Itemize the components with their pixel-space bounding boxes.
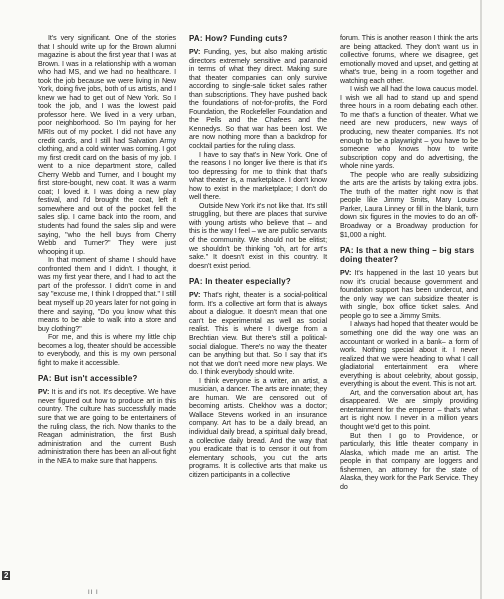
answer-text: It's happened in the last 10 years but now it's crucial because government and foundation support has been undercut, and the only way we can subsidize theater is with single, box office ticket sales. And people go to see a Jimmy Smits. [340, 269, 478, 320]
answer-text: That's right, theater is a social-political form. It's a collective art form that is always about a dialogue. It doesn't mean that one can't be experimental as well as social realist. This is where I diverge from a Brechtian view. But there's still a political-social dialogue. There's no way the theater can be anything but that. So I say that it's not that we don't need more new plays. We do. I think everybody should write. [189, 291, 327, 377]
question-heading: PA: Is that a new thing – big stars doing theater? [340, 246, 475, 265]
body-paragraph: The people who are really subsidizing the arts are the artists by taking extra jobs. The truth of the matter right now is that people like Jimmy Smits, Mary Louise Parker, Laura Linney or fill in the blank, turn down six figures in the movies to do an off-Broadway or a Broadway production for $1,000 a night. [340, 170, 478, 239]
column-3 [340, 34, 478, 491]
page-number: 2 [4, 571, 9, 580]
answer-text: It is and it's not. It's deceptive. We have never figured out how to produce art in this country. The culture has successfully made sure that we are going to be entertainers of the ruling class, the rich. Now thanks to the Reagan administration, the first Bush administration and the current Bush administration there has been an all-out fight in the NEA to make sure that happens. [38, 388, 177, 465]
body-paragraph: I always had hoped that theater would be something one did the way one was an accountant or worked in a bank– a form of work. Nothing special about it. I never realized that we were heading to what I call gladiatorial entertainment era where everything is about celebrity, about gossip, everything is about the event. This is not art. [340, 320, 478, 389]
body-paragraph: Outside New York it's not like that. It's still struggling, but there are places that survive with young artists who believe that – and this is the way I feel – we are public servants of the community. We should not be elitist; we shouldn't be thinking "oh, art for art's sake." It doesn't exist in this country. It doesn't exist period. [189, 201, 328, 270]
body-paragraph: In that moment of shame I should have confronted them and I didn't. I thought, it was my first year there, and I had to act the part of the professor. I didn't come in and say "excuse me, I think I dropped that." I still beat myself up 20 years later for not going in there and saying, "Do you know what this means to be able to walk into a store and buy clothing?" [38, 256, 176, 333]
answer-paragraph [189, 48, 327, 151]
article-page [38, 34, 476, 582]
body-paragraph: I have to say that's in New York. One of the reasons I no longer live there is that it's too depressing for me to think that that's what theater is, a marketplace. I don't know how to exist in the marketplace; I don't do well there. [189, 150, 327, 202]
body-paragraph: I think everyone is a writer, an artist, a musician, a dancer. The arts are innate; they are human. We are censored out of becoming artists. Chekhov was a doctor; Wallace Stevens worked in an insurance company. Art has to be a daily bread, an individual daily bread, a spiritual daily bread, a collective daily bread. And the way that you eradicate that is to censor it out from elementary schools, you cut the arts programs. It is collective arts that make us citizen participants in a collective [189, 376, 327, 479]
answer-paragraph [38, 388, 176, 465]
question-heading: PA: In theater especially? [189, 277, 291, 287]
body-paragraph: Art, and the conversation about art, has disappeared. We are simply providing entertainment for the emperor – that's what art is right now. I never in a million years thought we'd get to this point. [340, 388, 478, 431]
answer-text: Funding, yes, but also making artistic directors extremely sensitive and paranoid in terms of what they direct. Making sure that theater companies can only survive according to single-sale ticket sales rather than subscriptions. They have pushed back the foundations of not-for-profits, the Ford Foundation, the Rockefeller Foundation and the Pells and the Chafees and the Kennedys. So that war has been lost. We are now nothing more than a backdrop for cocktail parties for the ruling class. [189, 48, 328, 151]
body-paragraph: But then I go to Providence, or particularly, this little theater company in Alaska, which made me an artist. The people in that company are loggers and fishermen, an attorney for the state of Alaska, they work for the Park Service. They do [340, 431, 478, 491]
question-heading: PA: But isn't accessible? [38, 374, 138, 384]
answer-paragraph [340, 269, 478, 320]
body-paragraph: I wish we all had the Iowa caucus model. I wish we all had to stand up and spend three hours in a room debating each other. To me that's a function of theater. What we need are new producers, new ways of producing, new theater companies. It's not enough to be a playwright – you have to be someone who knows how to write subscription copy and do advertising, the whole nine yards. [340, 85, 478, 171]
question-heading: PA: How? Funding cuts? [189, 34, 288, 43]
column-1 [38, 34, 176, 465]
speaker-label: PV: [189, 291, 201, 300]
column-2 [189, 34, 327, 479]
speaker-label: PV: [340, 269, 352, 278]
body-paragraph: It's very significant. One of the stories that I should write up for the Brown alumni magazine is about the first year that I was at Brown. I was in a relationship with a woman who had MS, and we had no healthcare. I took the job because we were living in New York, doing five jobs, both of us artists, and I knew we had to get out of New York. So I took the job, and I was the lowest paid professor here. We lived in a very urban, poor neighborhood. So I'm paying for her MRIs out of my pocket. I did not have any credit cards, and I still had Salvation Army clothing, and a cold winter was coming. I got my first credit card on the basis of my job. I went to a nice department store, called Cherry Webb and Turner, and I bought my first store-bought, new coat. It was a warm coat; I loved it. I was doing a new play festival, and I'd brought the coat, left it somewhere and out of the pocket fell the sales slip. I came back into the room, and students had found the sales slip and were saying, "who the hell buys from Cherry Webb and Turner?" They were just whooping it up. [38, 34, 176, 256]
answer-paragraph [189, 291, 327, 376]
body-paragraph: For me, and this is where my little chip becomes a log, theater should be accessible to everybody, and this is my own personal fight to make it accessible. [38, 333, 176, 367]
page-edge-rule [480, 0, 482, 599]
speaker-label: PV: [189, 48, 201, 56]
bottom-mark: II I [88, 590, 99, 596]
body-paragraph: forum. This is another reason I think the arts are being attacked. They don't want us in collective forums, where we disagree, get emotionally moved and upset, and getting at what's true, being in a room together and watching each other. [340, 34, 478, 85]
speaker-label: PV: [38, 388, 50, 397]
